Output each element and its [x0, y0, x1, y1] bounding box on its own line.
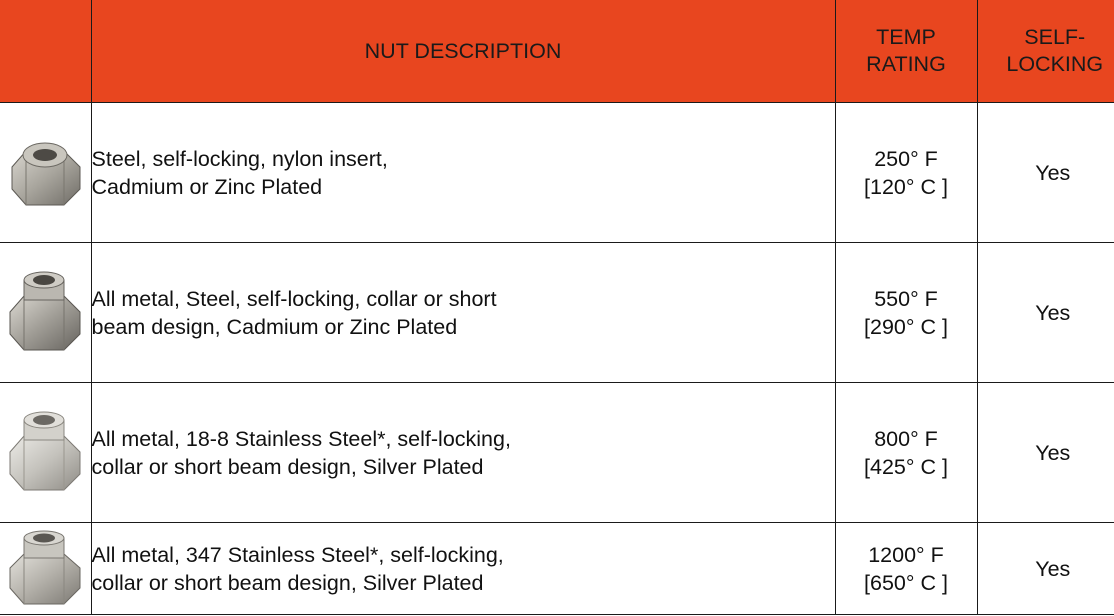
- description-cell: [91, 103, 835, 243]
- description-line-1: All metal, 18-8 Stainless Steel*, self-locking,: [91, 426, 511, 451]
- temp-rating-cell: [835, 103, 977, 243]
- header-lock-line-2: LOCKING: [1006, 52, 1104, 76]
- temp-fahrenheit: 800° F: [874, 426, 938, 451]
- header-temp-rating: [835, 0, 977, 103]
- header-self-locking: [977, 0, 1114, 103]
- stainless-collar-locknut-icon: [4, 408, 86, 498]
- table-row: [0, 383, 1114, 523]
- self-locking-cell: Yes: [977, 243, 1114, 383]
- temp-fahrenheit: 550° F: [874, 286, 938, 311]
- description-line-1: Steel, self-locking, nylon insert,: [91, 146, 388, 171]
- header-image-cell: [0, 0, 91, 103]
- self-locking-cell: Yes: [977, 103, 1114, 243]
- table-row: [0, 243, 1114, 383]
- nut-image-cell: [0, 383, 91, 523]
- description-line-2: Cadmium or Zinc Plated: [91, 174, 323, 199]
- self-locking-cell: Yes: [977, 523, 1114, 615]
- description-line-2: collar or short beam design, Silver Plated: [91, 454, 484, 479]
- self-locking-cell: Yes: [977, 383, 1114, 523]
- nylon-insert-nut-icon: [4, 133, 86, 213]
- header-lock-line-1: SELF-: [1024, 25, 1086, 49]
- header-temp-line-1: TEMP: [876, 25, 936, 49]
- nut-image-cell: [0, 523, 91, 615]
- temp-rating-cell: [835, 243, 977, 383]
- header-description: NUT DESCRIPTION: [91, 0, 835, 103]
- steel-collar-locknut-icon: [4, 268, 86, 358]
- temp-celsius: [120° C ]: [864, 174, 948, 199]
- table-row: [0, 523, 1114, 615]
- description-cell: [91, 383, 835, 523]
- nut-image-cell: [0, 243, 91, 383]
- temp-rating-cell: [835, 383, 977, 523]
- temp-fahrenheit: 1200° F: [868, 542, 944, 567]
- temp-celsius: [650° C ]: [864, 570, 948, 595]
- description-line-2: beam design, Cadmium or Zinc Plated: [91, 314, 458, 339]
- table-row: [0, 103, 1114, 243]
- nut-image-cell: [0, 103, 91, 243]
- temp-celsius: [290° C ]: [864, 314, 948, 339]
- temp-celsius: [425° C ]: [864, 454, 948, 479]
- temp-rating-cell: [835, 523, 977, 615]
- description-cell: [91, 243, 835, 383]
- stainless-347-locknut-icon: [4, 528, 86, 610]
- description-line-1: All metal, Steel, self-locking, collar or short: [91, 286, 497, 311]
- table-header-row: [0, 0, 1114, 103]
- description-line-1: All metal, 347 Stainless Steel*, self-locking,: [91, 542, 504, 567]
- header-temp-line-2: RATING: [866, 52, 946, 76]
- description-line-2: collar or short beam design, Silver Plated: [91, 570, 484, 595]
- description-cell: [91, 523, 835, 615]
- temp-fahrenheit: 250° F: [874, 146, 938, 171]
